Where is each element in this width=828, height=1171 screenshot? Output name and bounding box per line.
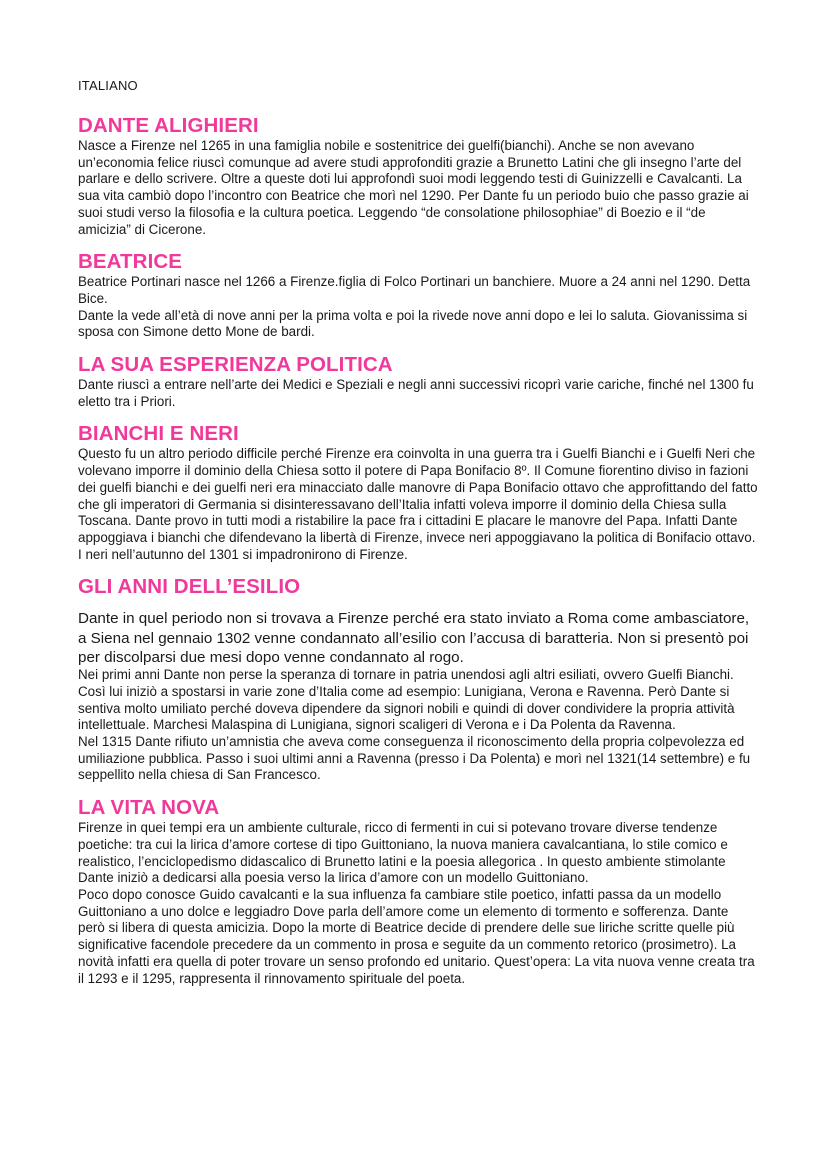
paragraph: Questo fu un altro periodo difficile perché Firenze era coinvolta in una guerra tra i Guelfi Bianchi e i Guelfi Neri che volevano imporre il dominio della Chiesa sotto il potere di Papa Bonifacio 8º. Il Comune fiorentino diviso in fazioni dei guelfi bianchi e dei guelfi neri era minacciato dalle manovre di Papa Bonifacio ottavo che approfittando del fatto che gli imperatori di Germania si disinteressavano dell’Italia infatti voleva imporre il dominio della Chiesa sulla Toscana. Dante provo in tutti modi a ristabilire la pace fra i cittadini E placare le manovre del Papa. Infatti Dante appoggiava i bianchi che difendevano la libertà di Firenze, invece neri appoggiavano la politica di Bonifacio ottavo. I neri nell’autunno del 1301 si impadronirono di Firenze. [78,446,758,562]
paragraph: Dante riuscì a entrare nell’arte dei Medici e Speziali e negli anni successivi ricoprì varie cariche, finché nel 1300 fu eletto tra i Priori. [78,377,754,409]
section-title: GLI ANNI DELL’ESILIO [78,575,301,599]
section-title: BIANCHI E NERI [78,422,239,446]
paragraph: Beatrice Portinari nasce nel 1266 a Firenze.figlia di Folco Portinari un banchiere. Muore a 24 anni nel 1290. Detta Bice. [78,274,751,306]
section-bianchi-e-neri [78,422,758,563]
section-anni-esilio [78,575,758,784]
subject-label: ITALIANO [78,78,138,93]
section-beatrice [78,250,758,341]
paragraph: Nel 1315 Dante rifiuto un’amnistia che aveva come conseguenza il riconoscimento della propria colpevolezza ed umiliazione pubblica. Passo i suoi ultimi anni a Ravenna (presso i Da Polenta) e morì nel 1321(14 settembre) e fu seppellito nella chiesa di San Francesco. [78,734,751,783]
paragraph: Poco dopo conosce Guido cavalcanti e la sua influenza fa cambiare stile poetico, infatti passa da un modello Guittoniano a uno dolce e leggiadro Dove parla dell’amore come un elemento di tormento e sofferenza. Dante però si libera di questa amicizia. Dopo la morte di Beatrice decide di prendere delle sue liriche scritte quelle più significative facendole precedere da un commento in prosa e seguite da un commento retorico (prosimetro). La novità infatti era quella di poter trovare un senso profondo ed unitario. Quest’opera: La vita nuova venne creata tra il 1293 e il 1295, rappresenta il rinnovamento spirituale del poeta. [78,886,755,986]
section-vita-nova [78,796,758,987]
paragraph: Firenze in quei tempi era un ambiente culturale, ricco di fermenti in cui si potevano trovare diverse tendenze poetiche: tra cui la lirica d’amore cortese di tipo Guittoniano, la nuova maniera cavalcantiana, lo stile comico e realistico, l’enciclopedismo didascalico di Brunetto latini e la poesia allegorica . In questo ambiente stimolante Dante iniziò a dedicarsi alla poesia verso la lirica d’amore con un modello Guittoniano. [78,820,728,886]
section-title: LA VITA NOVA [78,796,220,820]
section-title: LA SUA ESPERIENZA POLITICA [78,353,393,377]
section-esperienza-politica [78,353,758,410]
section-dante-alighieri [78,114,758,238]
section-title: DANTE ALIGHIERI [78,114,259,137]
document-page [78,78,758,999]
paragraph: Dante la vede all’età di nove anni per la prima volta e poi la rivede nove anni dopo e lei lo saluta. Giovanissima si sposa con Simone detto Mone de bardi. [78,307,748,340]
paragraph-large: Dante in quel periodo non si trovava a Firenze perché era stato inviato a Roma come ambasciatore, a Siena nel gennaio 1302 venne condannato all’esilio con l’accusa di baratteria. Non si presentò poi per discolparsi due mesi dopo venne condannato al rogo. [78,610,750,666]
paragraph: Nasce a Firenze nel 1265 in una famiglia nobile e sostenitrice dei guelfi(bianchi). Anche se non avevano un’economia felice riuscì comunque ad avere studi approfonditi grazie a Brunetto Latini che gli insegno l’arte del parlare e dello scrivere. Oltre a queste doti lui approfondì suoi modi leggendo testi di Guinizzelli e Cavalcanti. La sua vita cambiò dopo l’incontro con Beatrice che morì nel 1290. Per Dante fu un periodo buio che passo grazie ai suoi studi verso la filosofia e la cultura poetica. Leggendo “de consolatione philosophiae” di Boezio e il “de amicizia” di Cicerone. [78,138,749,237]
section-title: BEATRICE [78,250,183,274]
spacer [78,599,758,609]
paragraph: Nei primi anni Dante non perse la speranza di tornare in patria unendosi agli altri esiliati, ovvero Guelfi Bianchi. Così lui iniziò a spostarsi in varie zone d’Italia come ad esempio: Lunigiana, Verona e Ravenna. Però Dante si sentiva molto umiliato perché doveva dipendere da signori nobili e quindi di dover condividere la propria attività intellettuale. Marchesi Malaspina di Lunigiana, signori scaligeri di Verona e i Da Polenta da Ravenna. [78,667,735,733]
